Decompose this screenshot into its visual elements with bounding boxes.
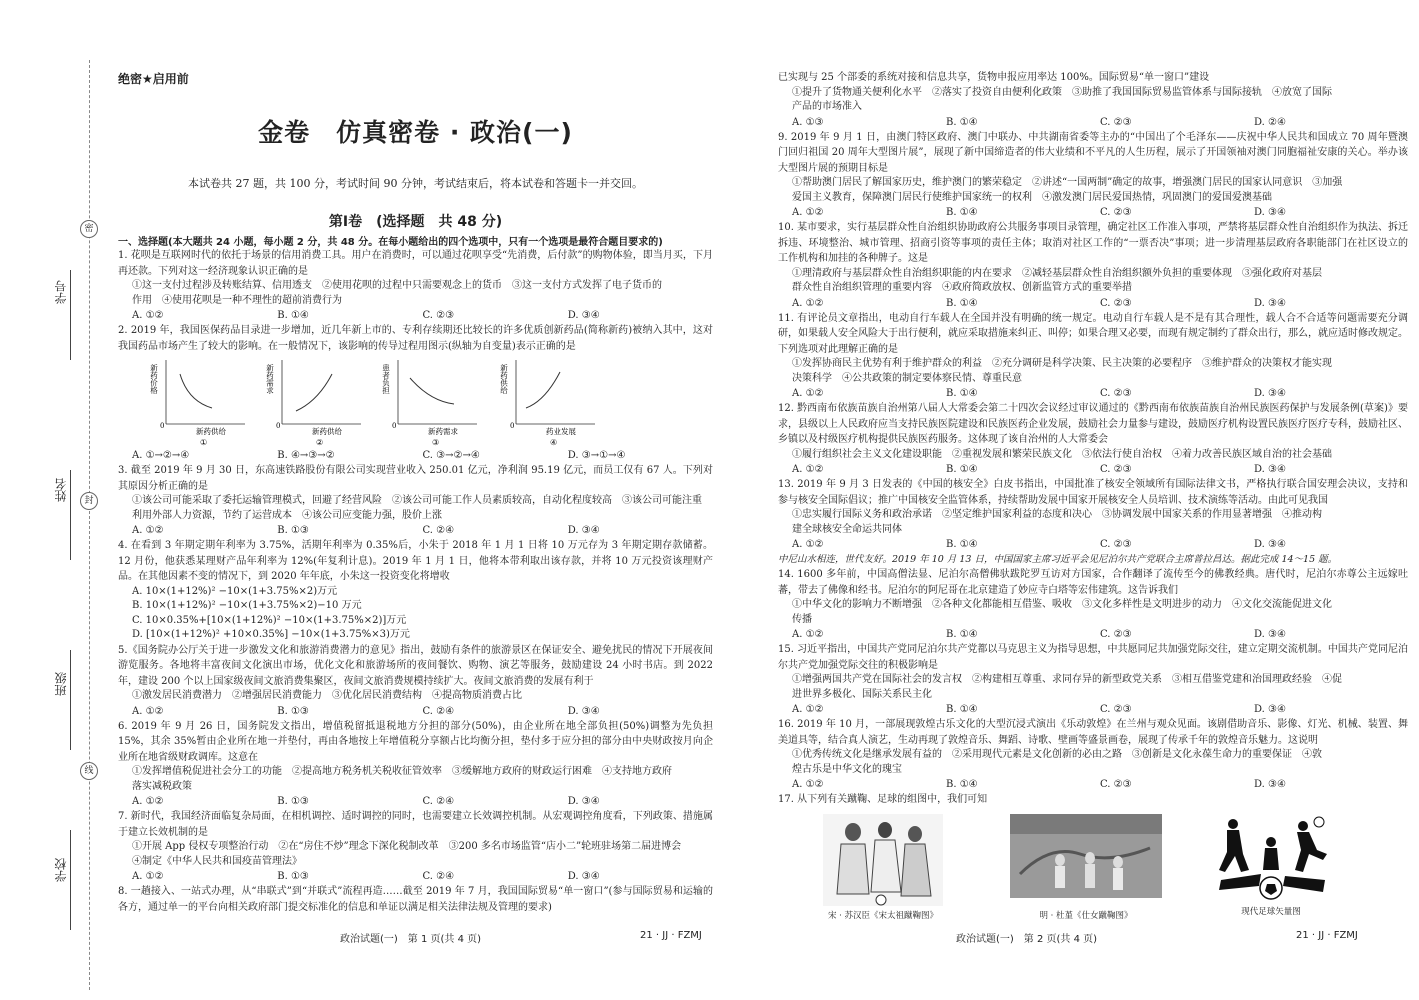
class-line bbox=[70, 650, 71, 750]
option: A. ①→②→④ bbox=[132, 450, 190, 461]
q7-items-2: ④制定《中华人民共和国疫苗管理法》 bbox=[132, 855, 302, 867]
school-line bbox=[70, 830, 71, 930]
q15-items-1: ①增强两国共产党在国际社会的发言权 ②构建相互尊重、求同存异的新型政党关系 ③相互借鉴党建和治国理政经验 ④促 bbox=[792, 674, 1342, 685]
question-9: 9. 2019 年 9 月 1 日，由澳门特区政府、澳门中联办、中共湖南省委等主办的“中国出了个毛泽东——庆祝中华人民共和国成立 70 周年暨澳门回归祖国 20 周年大型图片展”，展现了新中国缔造者的伟大业绩和不平凡的人生历程，展示了开国领袖对澳门同胞福祉安康的关心。举办该大型图片展的预期目标是 bbox=[778, 131, 1408, 174]
q5-options bbox=[118, 704, 713, 719]
option: C. ②③ bbox=[1100, 116, 1132, 128]
option: A. ①② bbox=[792, 207, 824, 218]
option: A. ①② bbox=[132, 310, 164, 321]
q16-items-1: ①优秀传统文化是继承发展有益的 ②采用现代元素是文化创新的必由之路 ③创新是文化永葆生命力的重要保证 ④敦 bbox=[792, 749, 1322, 760]
q4-option-d: D. [10×(1+12%)² +10×0.35%] −10×(1+3.75%×3)万元 bbox=[132, 629, 410, 640]
option: A. ①② bbox=[132, 796, 164, 807]
option: D. ③④ bbox=[1254, 464, 1286, 475]
q9-items-1: ①帮助澳门居民了解国家历史，维护澳门的繁荣稳定 ②讲述“一国两制”确定的故事，增强澳门居民的国家认同意识 ③加强 bbox=[792, 177, 1343, 188]
soccer-caption: 现代足球矢量图 bbox=[1241, 906, 1301, 917]
option: A. ①② bbox=[132, 705, 164, 717]
q7-items-1: ①开展 App 侵权专项整治行动 ②在“房住不炒”理念下深化税制改革 ③200 多名市场监管“店小二”轮班驻场第二届进博会 bbox=[132, 841, 682, 852]
option: A. ①② bbox=[792, 297, 824, 309]
question-3: 3. 截至 2019 年 9 月 30 日，东高速铁路股份有限公司实现营业收入 250.01 亿元，净利润 95.19 亿元，而员工仅有 67 人。下列对其原因分析正确的是 bbox=[118, 465, 713, 492]
q4-option-c: C. 10×0.35%+[10×(1+12%)² −10×(1+3.75%×2)]万元 bbox=[132, 614, 407, 626]
option: A. ①② bbox=[792, 704, 824, 715]
song-painting-caption: 宋 · 苏汉臣《宋太祖蹴鞠图》 bbox=[827, 910, 939, 921]
ming-painting-caption: 明 · 杜堇《仕女蹴鞠图》 bbox=[1039, 910, 1133, 921]
option: B. ①④ bbox=[946, 207, 978, 218]
option: D. ③④ bbox=[567, 796, 600, 807]
option: C. ②③ bbox=[422, 310, 455, 321]
q10-options bbox=[778, 296, 1408, 311]
chart-4 bbox=[490, 356, 600, 446]
seal-hole-1: 密 bbox=[80, 220, 98, 238]
chart-1 bbox=[140, 356, 250, 446]
option: C. ③→②→④ bbox=[422, 450, 480, 461]
q15-options bbox=[778, 702, 1408, 717]
q3-options bbox=[118, 523, 713, 538]
q12-options bbox=[778, 462, 1408, 477]
chart-1-xlabel: 新药供给 bbox=[196, 427, 226, 436]
option: D. ③④ bbox=[1254, 629, 1286, 640]
option: A. ①② bbox=[792, 629, 824, 640]
right-footer-code: 21 · JJ · FZMJ bbox=[1296, 930, 1358, 941]
name-line bbox=[70, 470, 71, 560]
option: B. ①④ bbox=[946, 779, 978, 790]
question-5: 5.《国务院办公厅关于进一步激发文化和旅游消费潜力的意见》指出，鼓励有条件的旅游景区在保证安全、避免扰民的情况下开展夜间游览服务。各地将丰富夜间文化演出市场，优化文化和旅游场所的夜间餐饮、购物、演艺等服务，鼓励建设 24 小时书店。到 2022 年，建设 200 个以上国家级夜间文旅消费集聚区，夜间文旅消费规模持续扩大。夜间文旅消费的发展有利于 bbox=[118, 644, 713, 687]
option: D. ③④ bbox=[567, 705, 600, 717]
option: A. ①② bbox=[132, 525, 164, 536]
option: C. ②③ bbox=[1100, 779, 1132, 790]
chart-2-ylabel: 新药需求 bbox=[265, 364, 275, 394]
left-footer-code: 21 · JJ · FZMJ bbox=[640, 930, 702, 941]
q6-items-2: 落实减税政策 bbox=[132, 780, 192, 792]
q9-options bbox=[778, 205, 1408, 220]
svg-text:0: 0 bbox=[276, 422, 281, 430]
q14-options bbox=[778, 627, 1408, 642]
question-7: 7. 新时代，我国经济面临复杂局面，在相机调控、适时调控的同时，也需要建立长效调控机制。从宏观调控角度看，下列政策、措施属于建立长效机制的是 bbox=[118, 811, 713, 838]
q16-items-2: 煌古乐是中华文化的瑰宝 bbox=[792, 763, 902, 775]
option: C. ②③ bbox=[1100, 704, 1132, 715]
modern-soccer bbox=[1206, 814, 1336, 917]
question-6: 6. 2019 年 9 月 26 日，国务院发文指出，增值税留抵退税地方分担的部分(50%)，由企业所在地全部负担(50%)调整为先负担 15%，其余 35%暂由企业所在地一并垫付，再由各地按上年增值税分享额占比均衡分担，垫付多于应分担的部分由中央财政按月向企业所在地省级财政调库。这意在 bbox=[118, 720, 713, 763]
option: B. ①③ bbox=[277, 705, 309, 717]
q17-images bbox=[778, 814, 1408, 924]
volume-heading: 第Ⅰ卷 (选择题 共 48 分) bbox=[328, 214, 503, 230]
binding-dashed-line bbox=[89, 60, 90, 990]
option: B. ①④ bbox=[946, 116, 978, 128]
chart-1-number: ① bbox=[200, 438, 208, 446]
question-15: 15. 习近平指出，中国共产党同尼泊尔共产党都以马克思主义为指导思想，中共愿同尼共加强党际交往，建立定期交流机制。中国共产党同尼泊尔共产党加强党际交往的积极影响是 bbox=[778, 644, 1408, 671]
option: D. ②④ bbox=[1254, 116, 1286, 128]
question-11: 11. 有评论员文章指出，电动自行车载人在全国并没有明确的统一规定。电动自行车载人是不是有其合理性，载人合不合适等问题需要充分调研，如果载人安全风险大于出行便利，就应采取措施来纠正、叫停；如果合理又必要，而现有规定制约了群众出行，那么，就应适时修改规定。下列选项对此理解正确的是 bbox=[778, 312, 1408, 355]
option: A. ①③ bbox=[792, 116, 824, 128]
chart-3-number: ③ bbox=[432, 438, 440, 446]
option: D. ③④ bbox=[1254, 539, 1286, 550]
q15-items-2: 进世界多极化、国际关系民主化 bbox=[792, 688, 932, 700]
name-label: 姓名 bbox=[54, 478, 68, 502]
exam-title: 金卷 仿真密卷 · 政治(一) bbox=[258, 118, 573, 147]
option: C. ②③ bbox=[1100, 629, 1132, 640]
chart-2-number: ② bbox=[316, 438, 324, 446]
q7-options bbox=[118, 869, 713, 884]
class-label: 班级 bbox=[54, 672, 68, 696]
q11-options bbox=[778, 386, 1408, 401]
q8-items-1: ①提升了货物通关便利化水平 ②落实了投资自由便利化政策 ③助推了我国国际贸易监管体系与国际接轨 ④放宽了国际 bbox=[792, 86, 1332, 98]
option: D. ③④ bbox=[567, 525, 600, 536]
q3-items-1: ①该公司可能采取了委托运输管理模式，回避了经营风险 ②该公司可能工作人员素质较高，自动化程度较高 ③该公司可能注重 bbox=[132, 495, 702, 506]
left-footer-page: 政治试题(一) 第 1 页(共 4 页) bbox=[340, 934, 482, 945]
q14-items-1: ①中华文化的影响力不断增强 ②各种文化都能相互借鉴、吸收 ③文化多样性是文明进步的动力 ④文化交流能促进文化 bbox=[792, 599, 1332, 610]
question-4: 4. 在看到 3 年期定期年利率为 3.75%，活期年利率为 0.35%后，小朱于 2018 年 1 月 1 日将 10 万元存为 3 年期定期存款储蓄。12 月份，他获悉某理财产品年利率为 12%(年复利计息)。2019 年 1 月 1 日，他将本带利取出该存款，并将 10 万元投资该理财产品。在其他因素不变的情况下，到 2020 年年底，小朱这一投资变化将增收 bbox=[118, 540, 713, 582]
question-8-continued: 已实现与 25 个部委的系统对接和信息共享，货物申报应用率达 100%。国际贸易“单一窗口”建设 bbox=[778, 72, 1210, 83]
option: C. ②③ bbox=[1100, 388, 1132, 399]
option: C. ②④ bbox=[422, 525, 455, 536]
option: C. ②③ bbox=[1100, 539, 1132, 550]
question-13: 13. 2019 年 9 月 3 日发表的《中国的核安全》白皮书指出，中国批准了核安全领域所有国际法律文书，严格执行联合国安理会决议，支持和参与核安全国际倡议；推广中国核安全监管体系，持续帮助发展中国家开展核安全人员培训、技术演练等活动。由此可见我国 bbox=[778, 479, 1408, 506]
secret-mark: 绝密★启用前 bbox=[118, 72, 189, 86]
q11-items-1: ①发挥协商民主优势有利于维护群众的利益 ②充分调研是科学决策、民主决策的必要程序 ③维护群众的决策权才能实现 bbox=[792, 358, 1332, 369]
option: D. ③④ bbox=[1254, 704, 1286, 715]
option: B. ①④ bbox=[946, 388, 978, 399]
q1-items-2: 作用 ④使用花呗是一种不理性的超前消费行为 bbox=[132, 294, 342, 306]
question-12: 12. 黔西南布依族苗族自治州第八届人大常委会第二十四次会议经过审议通过的《黔西南布依族苗族自治州民族医药保护与发展条例(草案)》要求，县级以上人民政府应当支持民族医院建设和民族医药企业发展，鼓励社会力量参与建设，鼓励医疗机构设置民族医疗医疗专科，鼓励社区、乡镇以及村级医疗机构提供民族医药服务。这体现了该自治州的人大常委会 bbox=[778, 403, 1408, 445]
q6-options bbox=[118, 794, 713, 809]
option: B. ①④ bbox=[946, 629, 978, 640]
svg-text:0: 0 bbox=[510, 422, 515, 430]
chart-3 bbox=[372, 356, 482, 446]
svg-text:0: 0 bbox=[392, 422, 397, 430]
option: B. ①④ bbox=[946, 297, 978, 309]
option: D. ③→①→④ bbox=[567, 450, 626, 461]
left-content bbox=[118, 60, 713, 915]
q10-items-1: ①理清政府与基层群众性自治组织职能的内在要求 ②减轻基层群众性自治组织额外负担的重要体现 ③强化政府对基层 bbox=[792, 267, 1322, 279]
option: B. ④→③→② bbox=[277, 450, 335, 461]
q9-items-2: 爱国主义教育，保障澳门居民行使维护国家统一的权利 ④激发澳门居民爱国热情，巩固澳门的爱国爱澳基础 bbox=[792, 191, 1272, 203]
chart-4-xlabel: 药业发展 bbox=[546, 427, 576, 436]
question-8: 8. 一趟接入、一站式办理，从“串联式”到“并联式”流程再造……截至 2019 年 7 月，我国国际贸易“单一窗口”(参与国际贸易和运输的各方，通过单一的平台向相关政府部门提交标准化的信息和单证以满足相关法律法规及管理的要求) bbox=[118, 886, 713, 913]
question-17: 17. 从下列有关蹴鞠、足球的组图中，我们可知 bbox=[778, 794, 988, 805]
q8-options bbox=[778, 115, 1408, 130]
option: A. ①② bbox=[132, 871, 164, 882]
question-2: 2. 2019 年，我国医保药品目录进一步增加，近几年新上市的、专利存续期还比较长的许多优质创新药品(简称新药)被纳入其中，这对我国药品市场产生了较大的影响。在一般情况下，该影响的传导过程用图示(纵轴为自变量)表示正确的是 bbox=[118, 325, 713, 352]
q4-option-b: B. 10×(1+12%)² −10×(1+3.75%×2)−10 万元 bbox=[132, 600, 362, 611]
option: A. ①② bbox=[792, 464, 824, 475]
q2-options bbox=[118, 448, 713, 463]
exam-note: 本试卷共 27 题，共 100 分，考试时间 90 分钟，考试结束后，将本试卷和答题卡一并交回。 bbox=[188, 177, 643, 190]
seal-hole-3: 线 bbox=[80, 762, 98, 780]
ming-cuju-painting-image bbox=[1010, 814, 1162, 898]
material-intro: 中尼山水相连，世代友好。2019 年 10 月 13 日，中国国家主席习近平会见尼泊尔共产党联合主席普拉昌达。据此完成 14～15 题。 bbox=[778, 554, 1338, 565]
chart-2-xlabel: 新药供给 bbox=[312, 427, 342, 436]
question-16: 16. 2019 年 10 月，一部展现敦煌古乐文化的大型沉浸式演出《乐动敦煌》在兰州与观众见面。该剧借助音乐、影像、灯光、机械、装置、舞美道具等，结合真人演艺，生动再现了敦煌音乐、舞蹈、诗歌、壁画等盛景画卷，展现了传承千年的敦煌音乐魅力。这说明 bbox=[778, 719, 1408, 746]
option: B. ①④ bbox=[946, 539, 978, 550]
q6-items-1: ①发挥增值税促进社会分工的功能 ②提高地方税务机关税收征管效率 ③缓解地方政府的财政运行困难 ④支持地方政府 bbox=[132, 766, 672, 777]
q13-items-1: ①忠实履行国际义务和政治承诺 ②坚定维护国家利益的态度和决心 ③协调发展中国家关系的作用显著增强 ④推动构 bbox=[792, 509, 1322, 520]
student-number-label: 学号 bbox=[54, 280, 68, 304]
option: B. ①④ bbox=[277, 310, 309, 321]
option: B. ①④ bbox=[946, 464, 978, 475]
seal-hole-2: 封 bbox=[80, 492, 98, 510]
q1-items-1: ①这一支付过程涉及转账结算、信用透支 ②使用花呗的过程中只需要观念上的货币 ③这一支付方式发挥了电子货币的 bbox=[132, 280, 662, 291]
option: D. ③④ bbox=[1254, 388, 1286, 399]
q5-items: ①激发居民消费潜力 ②增强居民消费能力 ③优化居民消费结构 ④提高物质消费占比 bbox=[132, 690, 522, 701]
question-1: 1. 花呗是互联网时代的依托于场景的信用消费工具。用户在消费时，可以通过花呗享受“先消费，后付款”的购物体验，即当月买，下月再还款。下列对这一经济现象认识正确的是 bbox=[118, 250, 713, 277]
option: D. ③④ bbox=[1254, 297, 1286, 309]
chart-1-ylabel: 新药价格 bbox=[149, 364, 159, 394]
option: A. ①② bbox=[792, 539, 824, 550]
section-heading: 一、选择题(本大题共 24 小题，每小题 2 分，共 48 分。在每小题给出的四个选项中，只有一个选项是最符合题目要求的) bbox=[118, 237, 663, 248]
option: D. ③④ bbox=[1254, 207, 1286, 218]
option: A. ①② bbox=[792, 779, 824, 790]
option: C. ②③ bbox=[1100, 464, 1132, 475]
option: B. ①④ bbox=[946, 704, 978, 715]
q12-items: ①履行组织社会主义文化建设职能 ②重视发展和繁荣民族文化 ③依法行使自治权 ④着力改善民族区域自治的社会基础 bbox=[792, 448, 1332, 460]
school-label: 学校 bbox=[54, 858, 68, 882]
chart-2 bbox=[256, 356, 366, 446]
q3-items-2: 利用外部人力资源，节约了运营成本 ④该公司应变能力强，股价上涨 bbox=[132, 509, 442, 521]
option: D. ③④ bbox=[1254, 779, 1286, 790]
right-footer-page: 政治试题(一) 第 2 页(共 4 页) bbox=[956, 934, 1098, 945]
q2-charts bbox=[118, 356, 713, 448]
student-number-line bbox=[70, 270, 71, 360]
q13-options bbox=[778, 537, 1408, 552]
option: B. ①③ bbox=[277, 525, 309, 536]
binding-margin bbox=[0, 0, 110, 1000]
q8-items-2: 产品的市场准入 bbox=[792, 101, 862, 112]
q16-options bbox=[778, 777, 1408, 792]
right-content bbox=[778, 70, 1408, 924]
option: B. ①③ bbox=[277, 796, 309, 807]
option: C. ②③ bbox=[1100, 297, 1132, 309]
right-page bbox=[716, 0, 1419, 1000]
q14-items-2: 传播 bbox=[792, 613, 812, 625]
option: D. ③④ bbox=[567, 871, 600, 882]
q1-options bbox=[118, 308, 713, 323]
song-painting bbox=[818, 814, 948, 921]
q11-items-2: 决策科学 ④公共政策的制定要体察民情、尊重民意 bbox=[792, 372, 1022, 384]
option: C. ②④ bbox=[422, 796, 455, 807]
chart-4-ylabel: 新药供给 bbox=[499, 364, 509, 394]
ming-painting bbox=[1006, 814, 1166, 921]
q10-items-2: 群众性自治组织管理的重要内容 ④政府简政放权、创新监管方式的重要举措 bbox=[792, 282, 1132, 293]
option: D. ③④ bbox=[567, 310, 600, 321]
question-14: 14. 1600 多年前，中国高僧法显、尼泊尔高僧佛驮跋陀罗互访对方国家，合作翻译了流传至今的佛教经典。唐代时，尼泊尔赤尊公主远嫁吐蕃，带去了佛像和经书。尼泊尔的阿尼哥在北京建造了妙应寺白塔等宏伟建筑。这告诉我们 bbox=[778, 569, 1408, 596]
option: C. ②④ bbox=[422, 871, 455, 882]
question-10: 10. 某市要求，实行基层群众性自治组织协助政府公共服务事项目录管理，确定社区工作准入事项，严禁将基层群众性自治组织作为执法、拆迁拆违、环境整治、城市管理、招商引资等事项的责任主体；取消对社区工作的“一票否决”事项；进一步清理基层政府各职能部门在社区设立的工作机构和加挂的各种牌子。这是 bbox=[778, 222, 1408, 264]
q4-option-a: A. 10×(1+12%)² −10×(1+3.75%×2)万元 bbox=[132, 585, 338, 597]
chart-4-number: ④ bbox=[550, 438, 558, 446]
song-cuju-painting-image bbox=[823, 814, 943, 906]
svg-text:0: 0 bbox=[160, 422, 165, 430]
chart-3-xlabel: 新药需求 bbox=[428, 427, 458, 436]
chart-3-ylabel: 患者负担 bbox=[381, 364, 391, 394]
option: A. ①② bbox=[792, 388, 824, 399]
soccer-silhouette-image bbox=[1211, 814, 1331, 902]
option: B. ①③ bbox=[277, 871, 309, 882]
option: C. ②③ bbox=[1100, 207, 1132, 218]
q13-items-2: 建全球核安全命运共同体 bbox=[792, 523, 902, 535]
option: C. ②④ bbox=[422, 705, 455, 717]
